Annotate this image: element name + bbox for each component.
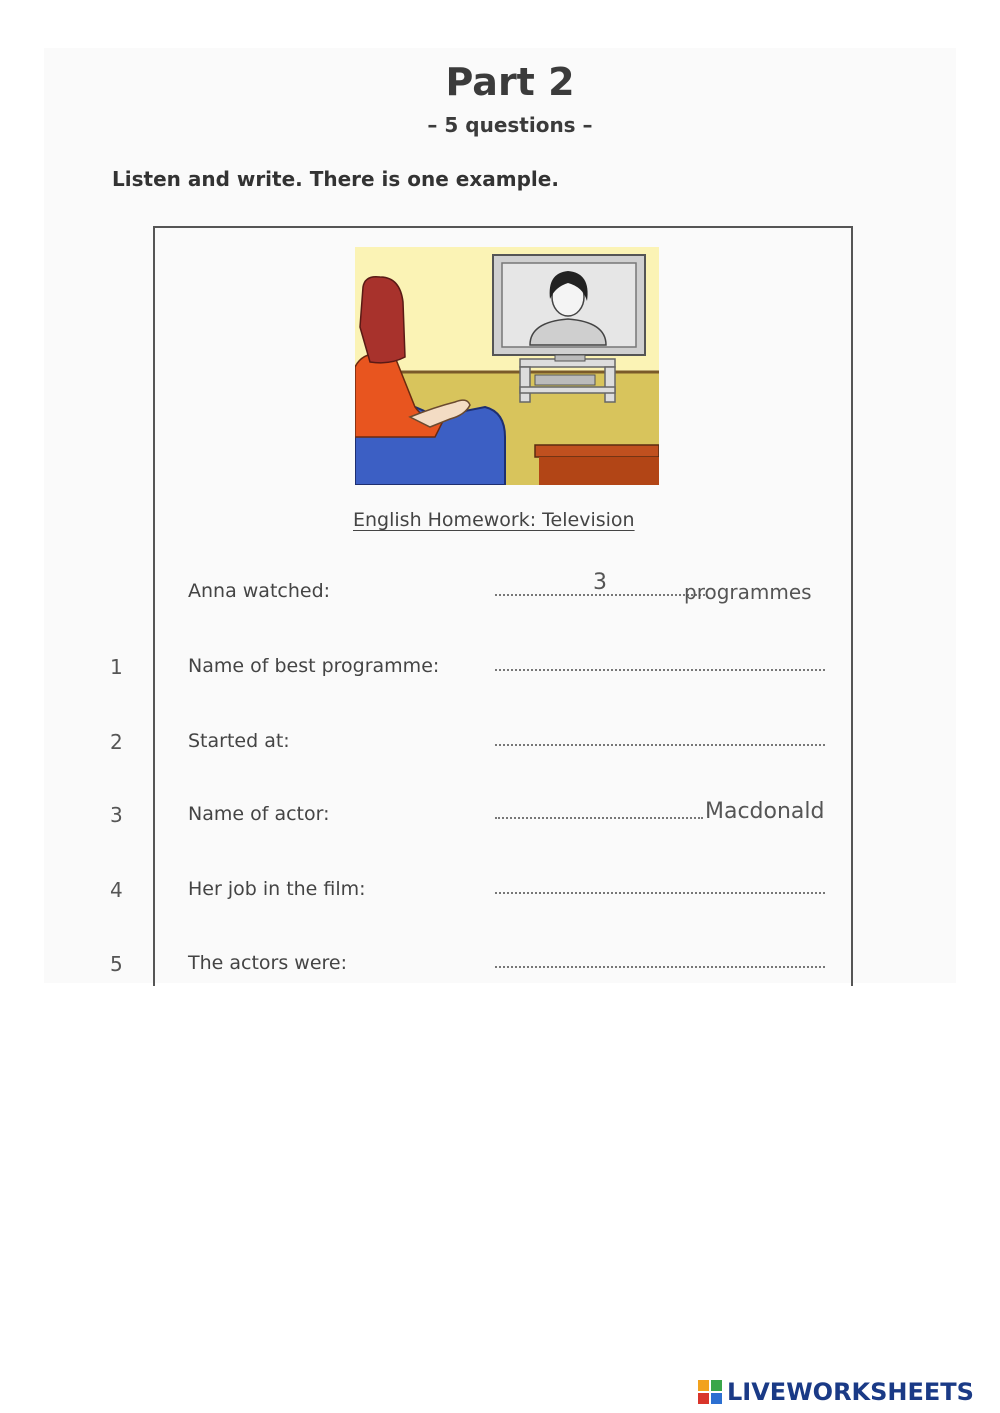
question-row-4 — [0, 878, 1000, 918]
answer-field[interactable] — [495, 817, 703, 819]
question-row-3 — [0, 799, 1000, 843]
question-label: Name of actor: — [188, 803, 330, 825]
question-row-2 — [0, 730, 1000, 770]
answer-field[interactable] — [495, 892, 825, 894]
question-label: Her job in the film: — [188, 878, 366, 900]
answer-field[interactable] — [495, 744, 825, 746]
question-number: 2 — [110, 730, 123, 754]
question-label: The actors were: — [188, 952, 348, 974]
answer-field[interactable] — [495, 669, 825, 671]
question-number: 5 — [110, 952, 123, 976]
question-number: 1 — [110, 655, 123, 679]
answer-field[interactable] — [495, 966, 825, 968]
worksheet-title: English Homework: Television — [353, 509, 635, 531]
liveworksheets-logo-icon — [697, 1379, 723, 1405]
page-title: Part 2 — [445, 60, 575, 104]
question-row-1 — [0, 655, 1000, 695]
question-row-5 — [0, 952, 1000, 992]
question-answer: Macdonald — [705, 799, 825, 824]
example-label: Anna watched: — [188, 580, 331, 602]
brand-name: LIVEWORKSHEETS — [727, 1378, 974, 1406]
example-suffix: programmes — [684, 580, 812, 604]
instruction-text: Listen and write. There is one example. — [112, 167, 559, 191]
question-number: 4 — [110, 878, 123, 902]
example-answer: 3 — [593, 570, 607, 595]
question-number: 3 — [110, 803, 123, 827]
example-row — [0, 570, 1000, 620]
page-subtitle: – 5 questions – — [427, 113, 593, 137]
tv-illustration — [355, 247, 659, 485]
question-label: Started at: — [188, 730, 290, 752]
question-label: Name of best programme: — [188, 655, 440, 677]
liveworksheets-branding[interactable] — [697, 1376, 974, 1408]
